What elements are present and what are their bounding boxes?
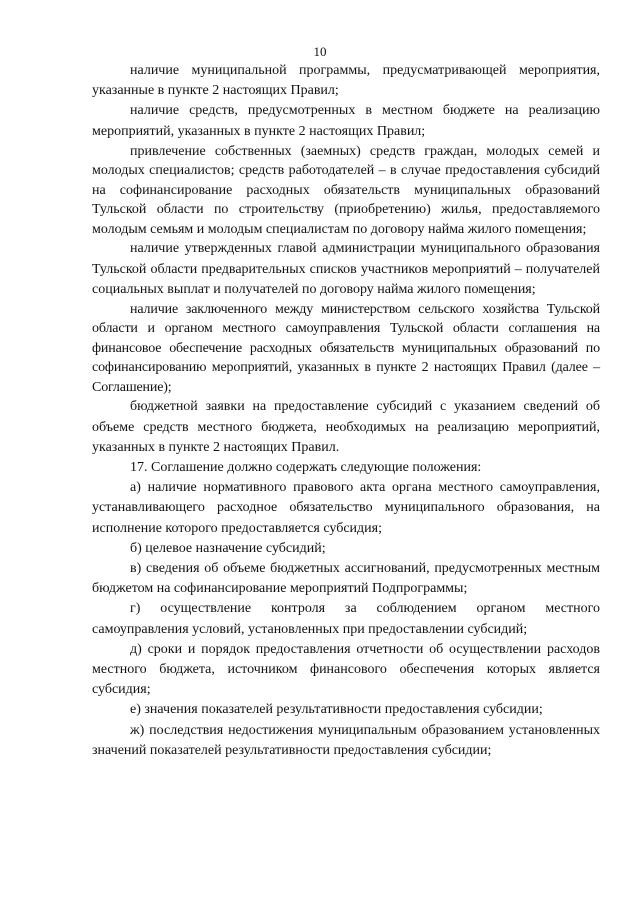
paragraph-local-budget-funds: наличие средств, предусмотренных в местном бюджете на реализацию мероприятий, указанных в пункте 2 настоящих Правил; <box>92 103 600 139</box>
provision-zh-consequences: ж) последствия недостижения муниципальным образованием установленных значений показателей результативности предоставления субсидии; <box>92 722 600 758</box>
provision-a-normative-act: а) наличие нормативного правового акта органа местного самоуправления, устанавливающего расходное обязательство муниципального образования, на исполнение которого предоставляется субсидия; <box>92 480 600 536</box>
provision-v-budget-allocations: в) сведения об объеме бюджетных ассигнований, предусмотренных местным бюджетом на софинансирование мероприятий Подпрограммы; <box>92 561 600 597</box>
provision-g-compliance-control: г) осуществление контроля за соблюдением органом местного самоуправления условий, установленных при предоставлении субсидий; <box>92 601 600 637</box>
provision-d-reporting-terms: д) сроки и порядок предоставления отчетности об осуществлении расходов местного бюджета, источником финансового обеспечения которых является субсидия; <box>92 641 600 698</box>
paragraph-concluded-agreement: наличие заключенного между министерством сельского хозяйства Тульской области и органом местного самоуправления Тульской области соглашения на финансовое обеспечение расходных обязательств муниципальных образований по софинансированию мероприятий, указанных в пункте 2 настоящих Правил (далее – Соглашение); <box>92 301 600 395</box>
paragraph-own-and-employer-funds: привлечение собственных (заемных) средств граждан, молодых семей и молодых специалистов; средств работодателей – в случае предоставления субсидий на софинансирование расходных обязательств муниципальных образований Тульской области по строительству (приобретению) жилья, предоставляемого молодым семьям и молодым специалистам по договору найма жилого помещения; <box>92 143 600 237</box>
provision-e-performance-indicators: е) значения показателей результативности предоставления субсидии; <box>130 702 543 718</box>
page-number: 10 <box>313 44 327 59</box>
paragraph-preliminary-lists: наличие утвержденных главой администрации муниципального образования Тульской области предварительных списков участников мероприятий – получателей социальных выплат и получателей по договору найма жилого помещения; <box>92 241 600 297</box>
paragraph-agreement-provisions-heading: 17. Соглашение должно содержать следующие положения: <box>130 460 482 476</box>
paragraph-municipal-program: наличие муниципальной программы, предусматривающей мероприятия, указанные в пункте 2 настоящих Правил; <box>92 63 600 99</box>
paragraph-budget-request: бюджетной заявки на предоставление субсидий с указанием сведений об объеме средств местного бюджета, необходимых на реализацию мероприятий, указанных в пункте 2 настоящих Правил. <box>92 399 600 455</box>
provision-b-target-purpose: б) целевое назначение субсидий; <box>130 540 326 556</box>
document-body <box>92 61 600 761</box>
